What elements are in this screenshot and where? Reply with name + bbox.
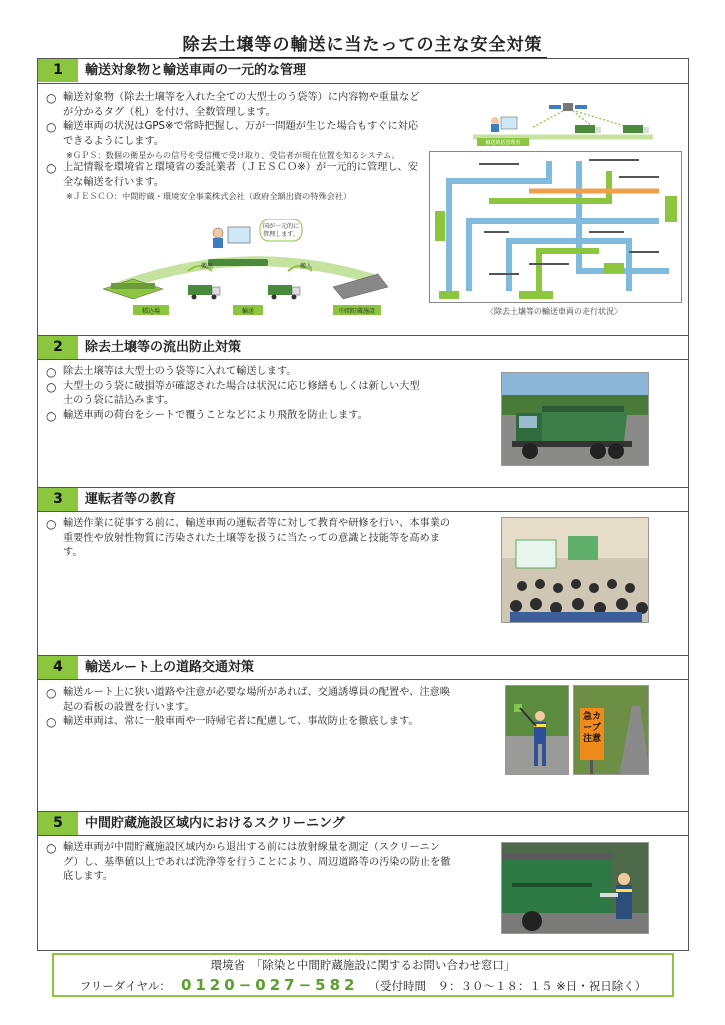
bullet-item: ○ 輸送車両が中間貯蔵施設区域内から退出する前には放射線量を測定（スクリーニング）し、基準値以上であれば洗浄等を行うことにより、周辺道路等の汚染の防止を徹底します。 — [46, 841, 451, 882]
bullet-item: ○ 除去土壌等は大型土のう袋等に入れて輸送します。 — [46, 365, 297, 379]
section-title: 運転者等の教育 — [85, 492, 177, 507]
loading-site-icon — [103, 279, 163, 299]
satellite-icon — [549, 103, 587, 111]
dial-label: フリーダイヤル： — [79, 979, 171, 993]
loading-site-label: 積込場 — [141, 308, 161, 315]
map-caption: 〈除去土壌等の輸送車両の走行状況〉 — [486, 307, 622, 316]
contact-title: 環境省 「除染と中間貯蔵施設に関するお問い合わせ窓口」 — [210, 958, 516, 972]
contact-box — [52, 953, 674, 997]
section-title: 輸送対象物と輸送車両の一元的な管理 — [85, 63, 307, 78]
section-number: 3 — [38, 488, 78, 511]
hours-text: （受付時間 ９：３０〜１８：１５ ※日・祝日除く） — [368, 979, 647, 993]
bullet-item: ○ 輸送車両の状況はGPS※で常時把握し、万が一問題が生じた場合もすぐに対応できるようにします。 — [46, 120, 419, 147]
warning-sign-photo — [573, 685, 649, 775]
traffic-guide-photo — [505, 685, 569, 775]
section-2-text — [46, 365, 426, 423]
bullet-item: ○ 輸送対象物（除去土壌等を入れた全ての大型土のう袋等）に内容物や重量などが分かるタグ（札）を付け、全数管理します。 — [46, 91, 420, 118]
bullet-item: ○ 大型土のう袋に破損等が確認された場合は状況に応じ修繕もしくは新しい大型土のう袋に詰込みます。 — [46, 379, 420, 406]
section-number: 5 — [38, 812, 78, 835]
facility-label: 中間貯蔵施設 — [338, 308, 376, 315]
truck-icon — [268, 285, 300, 300]
page-title-wrap — [0, 30, 725, 55]
footnote: ※ＪＥＳＣＯ：中間貯蔵・環境安全事業株式会社（政府全額出資の特殊会社） — [66, 191, 352, 201]
section-number: 4 — [38, 656, 78, 679]
bullet-item: ○ 輸送車両の荷台をシートで覆うことなどにより飛散を防止します。 — [46, 408, 368, 423]
section-5-text — [46, 841, 451, 885]
map-manager-label: 輸送統括管理者 — [485, 140, 521, 146]
out-label: 搬出 — [201, 263, 214, 270]
route-label: 輸送 — [241, 308, 255, 315]
section-title: 中間貯蔵施設区域内におけるスクリーニング — [85, 816, 345, 831]
truck-icon — [575, 125, 601, 133]
screening-photo — [501, 842, 649, 934]
footnote: ※ＧＰＳ：数個の衛星からの信号を受信機で受け取り、受信者が現在位置を知るシステム。 — [66, 150, 400, 160]
section-number: 2 — [38, 336, 78, 359]
gps-illustration — [463, 97, 663, 147]
truck-icon — [623, 125, 649, 133]
section-1-header — [38, 59, 688, 84]
section-title: 輸送ルート上の道路交通対策 — [85, 660, 255, 675]
page-title: 除去土壌等の輸送に当たっての主な安全対策 — [179, 35, 547, 59]
route-map — [429, 151, 682, 303]
section-4-text — [46, 686, 451, 730]
bullet-item: ○ 輸送ルート上に狭い道路や注意が必要な場所があれば、交通誘導員の配置や、注意喚起の看板の設置を行います。 — [46, 686, 450, 713]
section-3-header — [38, 487, 688, 512]
manager-icon — [491, 117, 517, 132]
manager-label: 輸送統括管理者 — [216, 250, 260, 257]
section-title: 除去土壌等の流出防止対策 — [85, 340, 242, 355]
section-1-text — [46, 91, 426, 202]
contact-dial — [54, 976, 672, 994]
truck-icon — [188, 285, 220, 300]
bullet-item: ○ 上記情報を環境省と環境省の委託業者（ＪＥＳＣＯ※）が一元的に管理し、安全な輸送を行います。 — [46, 161, 418, 188]
section-3-text — [46, 517, 451, 561]
training-photo — [501, 517, 649, 623]
sign-text: 急カーブ注意 — [582, 712, 601, 744]
section-4-header — [38, 655, 688, 680]
in-label: 搬入 — [300, 263, 313, 270]
bullet-item: ○ 輸送作業に従事する前に、輸送車両の運転者等に対して教育や研修を行い、本事業の重要性や放射性物質に汚染された土壌等を扱うに当たっての意識と技能等を高めます。 — [46, 517, 451, 558]
bubble-text-1: 国が一元的に — [262, 223, 300, 230]
bullet-item: ○ 輸送車両は、常に一般車両や一時帰宅者に配慮して、事故防止を徹底します。 — [46, 715, 419, 729]
truck-photo — [501, 372, 649, 466]
bubble-text-2: 管理します。 — [263, 231, 299, 238]
phone-number[interactable]: 0120−027−582 — [180, 976, 359, 994]
management-diagram — [93, 219, 393, 319]
content-frame — [37, 58, 689, 951]
section-5-header — [38, 811, 688, 836]
section-2-header — [38, 335, 688, 360]
section-number: 1 — [38, 59, 78, 82]
manager-icon — [213, 227, 250, 248]
